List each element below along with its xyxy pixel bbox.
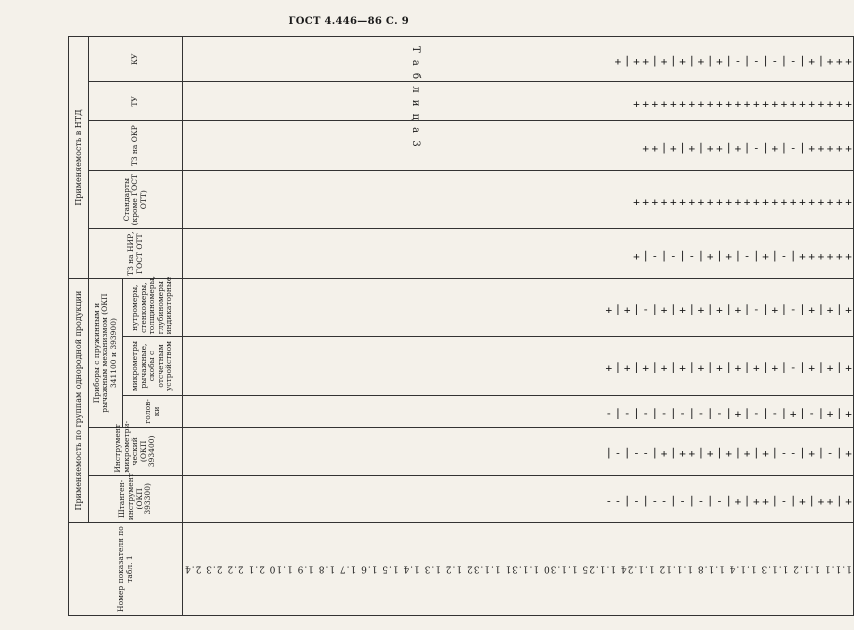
micrometers-header: микрометры рычажные, скобы с отсчетным устройством [123, 337, 183, 395]
marks-ku: +++|+|-|-|-|-|+|+|+|+|++|+ [183, 37, 854, 82]
nutromers-header: нутромеры, стенкомеры, толщиномеры, глубиномеры индикаторные [123, 279, 183, 337]
tz-okr-header: ТЗ на ОКР [89, 121, 183, 171]
row-label-header: Номер показателя по табл. 1 [69, 523, 183, 616]
page-header: ГОСТ 4.446—86 С. 9 [288, 16, 409, 27]
heads-header: голов-ки [123, 395, 183, 427]
tz-nir-header: ТЗ на НИР, ГОСТ ОТТ [89, 229, 183, 279]
marks-micrometers: +|+|+|-|+|+|+|+|+|+|+|+|+|+ [183, 337, 854, 395]
marks-tz-nir: ++++++|-|+|-|+|+|-|-|-|+ [183, 229, 854, 279]
group-applicability-header: Применяемость по группам однородной продукции [69, 279, 89, 523]
standards-header: Стандарты (кроме ГОСТ ОТТ) [89, 171, 183, 229]
applicability-table [68, 36, 854, 616]
micrometric-header: Инструмент микрометри-ческий (ОКП 393400) [89, 428, 183, 476]
marks-shtangen: +|++|+|-|++|+|-|-|-|--|-|-- [183, 475, 854, 523]
spring-devices-header: Приборы с пружинным и рычажным механизмом (ОКП 341100 и 393900) [89, 279, 123, 428]
table-container [68, 36, 852, 616]
ntd-applicability-header: Применяемость в НТД [69, 37, 89, 279]
marks-standards: ++++++++++++++++++++++++ [183, 171, 854, 229]
marks-tz-okr: +++++|-|+|-|+|++|+|+|++ [183, 121, 854, 171]
marks-heads: +|+|-|+|-|-|+|-|-|-|-|-|-|- [183, 395, 854, 427]
table-title: Т а б л и ц а 3 [410, 46, 421, 149]
marks-micrometric: +|-|+|--|+|+|+|+|++|+|--|-| [183, 428, 854, 476]
ku-header: КУ [89, 37, 183, 82]
tu-header: ТУ [89, 82, 183, 121]
shtangen-header: Штанген-инструмент (ОКП 393300) [89, 475, 183, 523]
row-numbers: 1.1.1 1.1.2 1.1.3 1.1.4 1.1.8 1.1.12 1.1.24 1.1.25 1.1.30 1.1.31 1.1.32 1.2 1.3 1.4 1.5 1.6 1.7 1.8 1.9 1.10 2.1 2.2 2.3 2.4 [183, 523, 854, 616]
marks-nutromers: +|+|+|-|+|-|+|+|+|+|+|-|+|+ [183, 279, 854, 337]
marks-tu: ++++++++++++++++++++++++ [183, 82, 854, 121]
